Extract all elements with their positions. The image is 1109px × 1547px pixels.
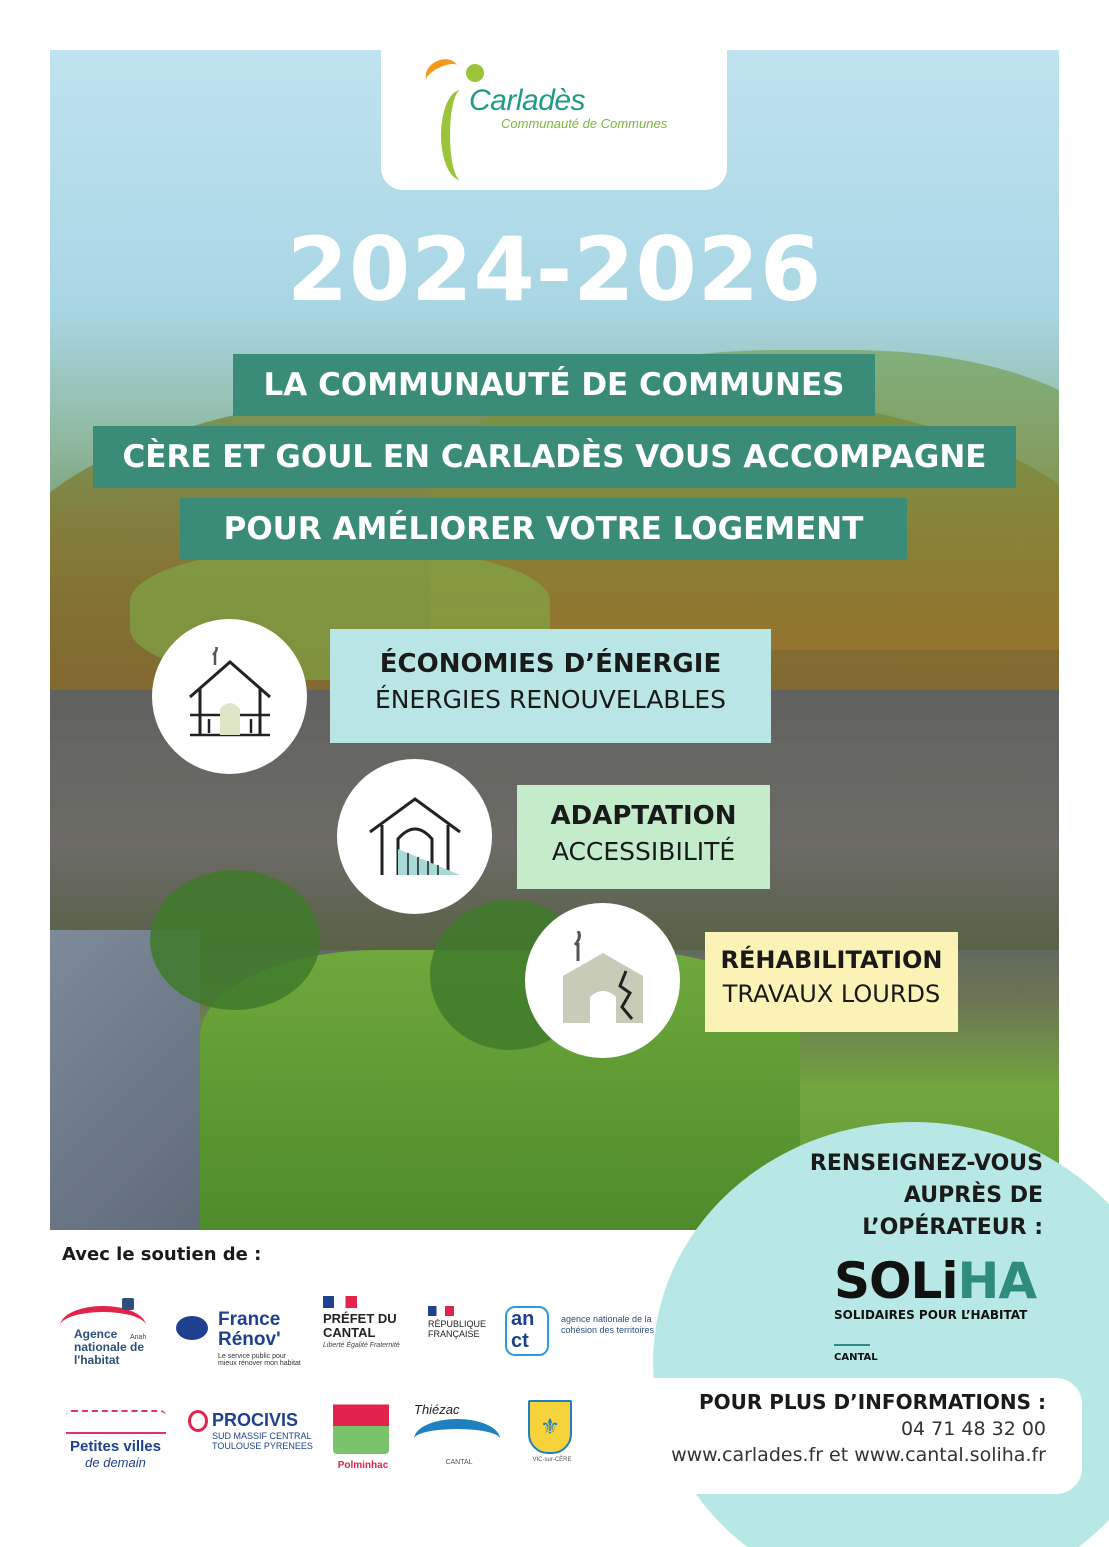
feature-rehabilitation-title: RÉHABILITATION [720,946,943,974]
feature-energy [330,629,771,743]
contact-line-1: RENSEIGNEZ-VOUS [809,1151,1043,1176]
prefet-motto: Liberté Égalité Fraternité [323,1342,400,1349]
feature-energy-subtitle: ÉNERGIES RENOUVELABLES [374,685,727,714]
support-label: Avec le soutien de : [62,1244,262,1265]
info-websites[interactable]: www.carlades.fr et www.cantal.soliha.fr [671,1444,1046,1466]
feature-adaptation-subtitle: ACCESSIBILITÉ [551,837,736,866]
anct-logo [505,1306,655,1366]
soliha-divider [834,1344,870,1346]
thiezac-tagline: CANTAL [445,1459,473,1466]
houses-icon [66,1410,166,1434]
contact-line-3: L’OPÉRATEUR : [862,1215,1043,1240]
france-renov-label: France Rénov' [218,1309,281,1350]
pvd-label-1: Petites villes [70,1438,161,1455]
soliha-department: CANTAL [834,1352,878,1363]
polminhac-logo [333,1392,393,1480]
france-renov-house-icon [176,1316,208,1340]
anct-label: agence nationale de la cohésion des territoires [561,1314,655,1335]
thiezac-logo [414,1402,504,1472]
polminhac-label: Polminhac [337,1460,389,1471]
soliha-brand-a: SOLi [834,1252,958,1310]
headline-line-3: POUR AMÉLIORER VOTRE LOGEMENT [180,498,907,560]
marianne-flag-icon [428,1306,454,1316]
tree [150,870,320,1010]
vic-label: VIC-sur-CÈRE [532,1457,572,1463]
logo-subtitle: Communauté de Communes [501,116,668,131]
prefet-logo [323,1296,413,1376]
contact-line-2: AUPRÈS DE [903,1183,1043,1208]
info-heading: POUR PLUS D’INFORMATIONS : [698,1390,1046,1414]
soliha-brand [834,1252,1054,1310]
soliha-tagline: SOLIDAIRES POUR L’HABITAT [834,1308,1028,1322]
anah-label: Agence nationale de l'habitat [74,1327,145,1367]
logo-name: Carladès [469,84,586,117]
fleur-de-lis-icon: ⚜ [528,1400,572,1454]
thiezac-label: Thiézac [414,1402,460,1417]
info-phone[interactable]: 04 71 48 32 00 [900,1418,1046,1440]
anah-short: Anah [130,1334,147,1341]
vic-sur-cere-logo [528,1400,576,1472]
feature-adaptation-title: ADAPTATION [550,801,737,831]
soliha-brand-b: HA [957,1252,1037,1310]
info-card [592,1378,1082,1494]
headline-line-1: LA COMMUNAUTÉ DE COMMUNES [233,354,875,416]
procivis-label: PROCIVIS [212,1410,299,1430]
polminhac-emblem-icon [333,1392,389,1454]
feature-rehabilitation [705,932,958,1032]
anah-logo [60,1298,155,1378]
headline-line-2: CÈRE ET GOUL EN CARLADÈS VOUS ACCOMPAGNE [93,426,1016,488]
period-years: 2024-2026 [286,218,823,321]
procivis-logo [188,1410,313,1470]
anct-mark: an ct [505,1306,549,1356]
republique-logo [428,1306,493,1366]
republique-label: RÉPUBLIQUE FRANÇAISE [428,1319,487,1339]
contact-prompt [810,1148,1043,1244]
anah-square-icon [122,1298,134,1310]
soliha-logo [834,1252,1054,1363]
france-renov-tagline: Le service public pour mieux rénover mon habitat [218,1353,301,1367]
carlades-logo [381,50,727,190]
cracked-house-icon [525,903,680,1058]
petites-villes-logo [58,1410,173,1475]
feature-adaptation [517,785,770,889]
prefet-label: PRÉFET DU CANTAL [323,1311,397,1340]
procivis-tagline: SUD MASSIF CENTRAL TOULOUSE PYRENEES [212,1431,313,1451]
eco-house-icon [152,619,307,774]
procivis-icon [188,1410,208,1432]
feature-rehabilitation-subtitle: TRAVAUX LOURDS [722,980,941,1008]
logo-green-dot [466,64,484,82]
logo-orange-swoosh [421,54,463,92]
marianne-flag-icon [323,1296,357,1308]
france-renov-logo [170,1298,305,1368]
feature-energy-title: ÉCONOMIES D’ÉNERGIE [379,649,722,679]
ramp-house-icon [337,759,492,914]
pvd-label-2: de demain [85,1455,146,1470]
thiezac-wave-icon [414,1419,500,1459]
